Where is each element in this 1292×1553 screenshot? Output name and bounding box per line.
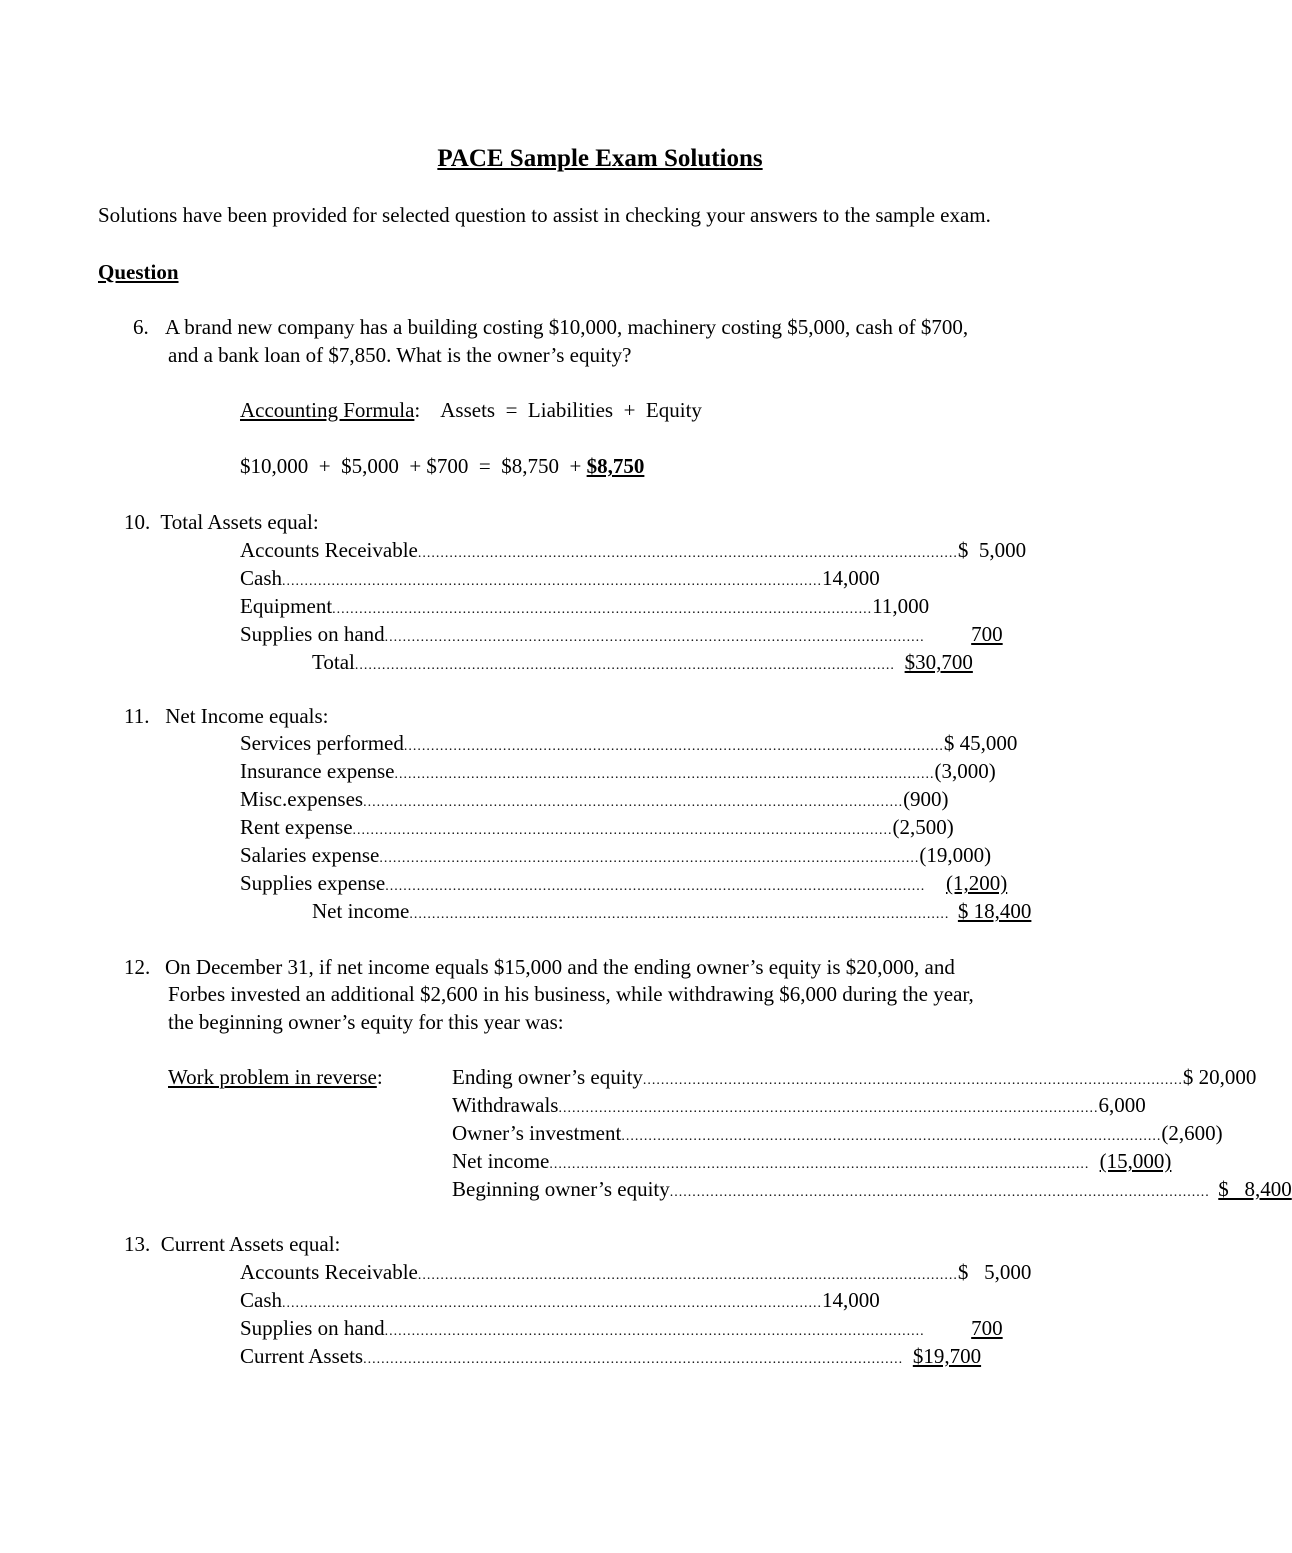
q11-row-label: Services performed [240,731,404,755]
calc-text: $10,000 + $5,000 + $700 = $8,750 + [240,454,587,478]
q6-line2: and a bank loan of $7,850. What is the owner’s equity? [168,343,632,367]
q12-row [452,1065,1257,1091]
q13-row-amount: 700 [971,1316,1003,1340]
dot-leader: ........................................................................................................................ [384,630,925,645]
question-heading: Question [98,260,179,284]
q10-row [240,594,930,620]
dot-leader: ........................................................................................................................ [549,1157,1090,1172]
q6-number: 6. [133,315,149,339]
q10-row [312,650,973,676]
formula-colon: : [414,398,421,422]
q12-row-label: Withdrawals [452,1093,559,1117]
q11-row-amount: $ 18,400 [957,899,1032,923]
q13-row [240,1260,1032,1286]
q11-row-amount: (900) [903,787,949,811]
formula-label: Accounting Formula [240,398,415,422]
reverse-label-text: Work problem in reverse [168,1065,377,1089]
dot-leader: ........................................................................................................................ [363,1352,904,1367]
q10-row [240,566,880,592]
dot-leader: ........................................................................................................................ [409,907,950,922]
q11-row-amount: $ 45,000 [943,731,1018,755]
q6-formula [240,398,702,423]
dot-leader: ........................................................................................................................ [363,795,904,810]
q13-row-label: Current Assets [240,1344,364,1368]
dot-leader: ........................................................................................................................ [282,1296,822,1311]
q11-row [240,759,996,785]
dot-leader: ........................................................................................................................ [352,823,893,838]
intro-text: Solutions have been provided for selected question to assist in checking your answers to the sample exam. [98,203,991,227]
q10-row-amount: $30,700 [904,650,973,674]
q6-line1: A brand new company has a building costing $10,000, machinery costing $5,000, cash of $700, [165,315,969,339]
q13-row-label: Cash [240,1288,282,1312]
dot-leader: ........................................................................................................................ [384,1324,925,1339]
q11-row-amount: (1,200) [945,871,1008,895]
q12-row [452,1121,1223,1147]
q10-row-label: Accounts Receivable [240,538,418,562]
dot-leader: ........................................................................................................................ [621,1129,1162,1144]
q12-row-label: Beginning owner’s equity [452,1177,670,1201]
q11-row [240,787,949,813]
dot-leader: ........................................................................................................................ [403,739,944,754]
q10-row-amount: 14,000 [822,566,880,590]
q11-row-label: Rent expense [240,815,353,839]
q12-row-label: Net income [452,1149,550,1173]
q6-calculation [240,454,644,479]
q11-row [240,731,1018,757]
q11-row [312,899,1032,925]
q12-line2: Forbes invested an additional $2,600 in his business, while withdrawing $6,000 during the year, [168,982,974,1006]
formula-body: Assets = Liabilities + Equity [440,398,702,422]
q13-row-amount: $ 5,000 [957,1260,1032,1284]
q12-number: 12. [124,955,151,979]
q12-reverse-label [168,1065,383,1090]
q10-heading: 10. Total Assets equal: [124,510,319,534]
q12-row [452,1177,1292,1203]
q11-row [240,843,992,869]
q10-row-amount: 11,000 [872,594,930,618]
q11-row-amount: (3,000) [934,759,996,783]
q11-row-label: Misc.expenses [240,787,364,811]
q11-heading: 11. Net Income equals: [124,704,329,728]
dot-leader: ........................................................................................................................ [558,1101,1099,1116]
q10-row-amount: $ 5,000 [957,538,1027,562]
dot-leader: ........................................................................................................................ [282,574,822,589]
dot-leader: ........................................................................................................................ [417,1268,958,1283]
q13-row-amount: 14,000 [822,1288,880,1312]
dot-leader: ........................................................................................................................ [642,1073,1183,1088]
dot-leader: ........................................................................................................................ [354,658,895,673]
q10-row [240,622,1003,648]
dot-leader: ........................................................................................................................ [394,767,935,782]
q13-row-amount: $19,700 [912,1344,982,1368]
q12-row-amount: (2,600) [1161,1121,1223,1145]
q10-row-label: Equipment [240,594,333,618]
dot-leader: ........................................................................................................................ [669,1185,1210,1200]
q6-answer: $8,750 [586,454,645,478]
dot-leader: ........................................................................................................................ [332,602,873,617]
q13-row-label: Supplies on hand [240,1316,385,1340]
q12-row-amount: (15,000) [1099,1149,1172,1173]
q12-row-amount: $ 8,400 [1218,1177,1292,1201]
q12-row [452,1093,1146,1119]
q10-row-amount: 700 [971,622,1003,646]
q12-row-amount: 6,000 [1098,1093,1146,1117]
page-title: PACE Sample Exam Solutions [437,145,763,172]
q10-row-label: Total [312,650,355,674]
q11-row-amount: (19,000) [919,843,992,867]
q13-row [240,1288,880,1314]
q12-row-amount: $ 20,000 [1182,1065,1257,1089]
dot-leader: ........................................................................................................................ [417,546,958,561]
q12-line1: On December 31, if net income equals $15,000 and the ending owner’s equity is $20,000, and [165,955,955,979]
q10-row-label: Cash [240,566,282,590]
q11-row-label: Salaries expense [240,843,380,867]
q13-row [240,1344,982,1370]
dot-leader: ........................................................................................................................ [379,851,920,866]
q11-row-label: Insurance expense [240,759,395,783]
q11-row-amount: (2,500) [892,815,954,839]
q10-row [240,538,1027,564]
q12-row-label: Owner’s investment [452,1121,622,1145]
q13-heading: 13. Current Assets equal: [124,1232,341,1256]
q12-line3: the beginning owner’s equity for this year was: [168,1010,564,1034]
q11-row-label: Supplies expense [240,871,386,895]
q11-row-label: Net income [312,899,410,923]
q11-row [240,871,1008,897]
q13-row [240,1316,1003,1342]
q12-row-label: Ending owner’s equity [452,1065,643,1089]
reverse-label-colon: : [376,1065,383,1089]
q12-row [452,1149,1172,1175]
q13-row-label: Accounts Receivable [240,1260,418,1284]
q10-row-label: Supplies on hand [240,622,385,646]
q11-row [240,815,954,841]
dot-leader: ........................................................................................................................ [385,879,926,894]
